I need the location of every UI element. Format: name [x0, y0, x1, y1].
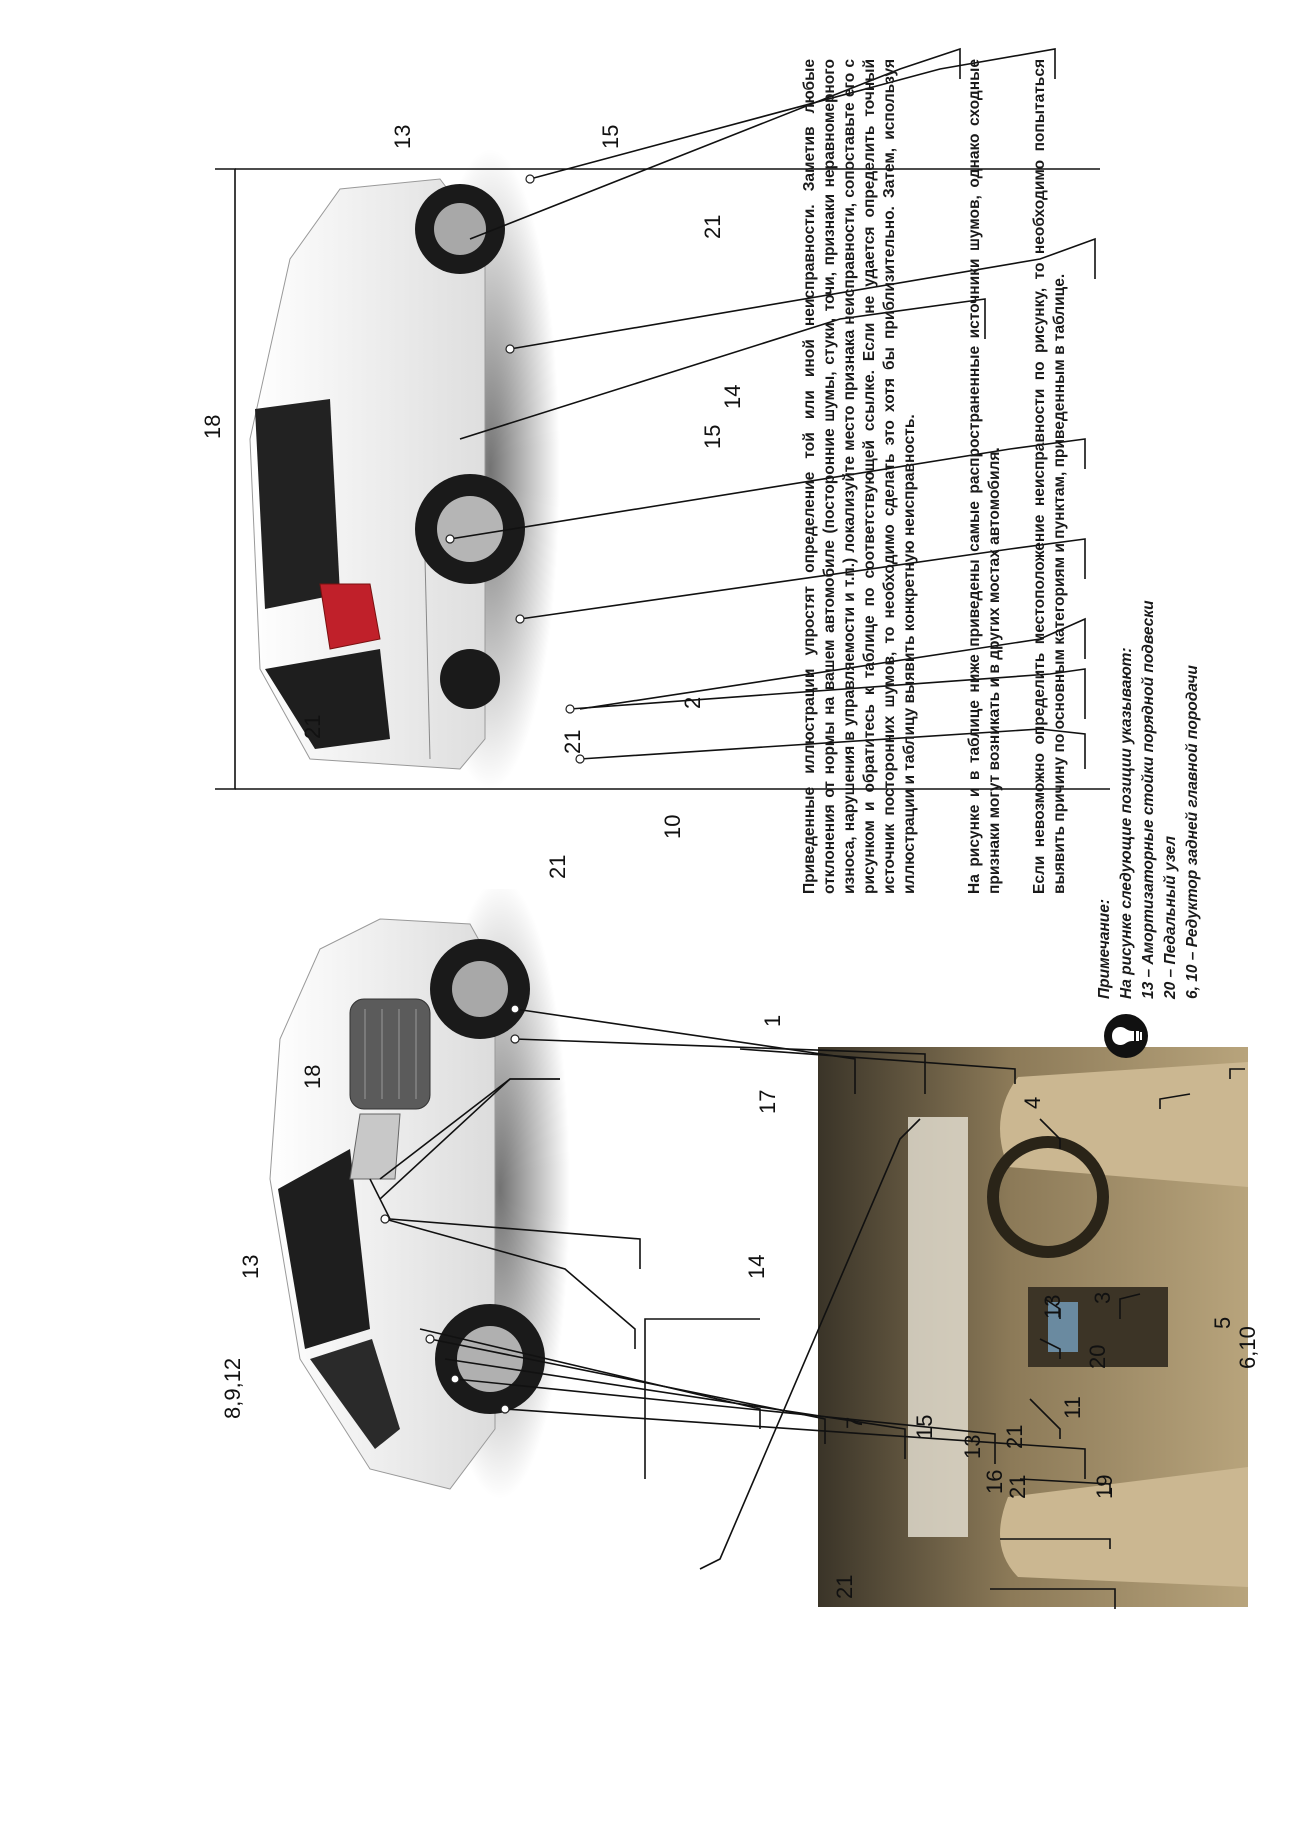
- cabin-label-13: 13: [960, 1434, 985, 1459]
- front-label-8-9-12: 8,9,12: [220, 1357, 245, 1419]
- note-item: 20 – Педальный узел: [1162, 835, 1179, 999]
- front-label-19: 19: [1092, 1474, 1117, 1499]
- front-label-21: 21: [545, 854, 570, 879]
- paragraph-fallback: Если невозможно определить местоположение неисправности по рисунку, то необходимо попытаться выявить причину по основным категориям и пунктам, приведенным в таблице.: [1031, 59, 1068, 894]
- note-block: [1095, 339, 1265, 1059]
- info-lamp-icon: [1103, 1013, 1149, 1059]
- front-label-17: 17: [755, 1089, 780, 1114]
- cabin-label-11: 11: [1060, 1396, 1085, 1419]
- note-title: Примечание:: [1096, 898, 1113, 999]
- front-label-7: 7: [842, 1416, 867, 1429]
- front-label-14: 14: [744, 1254, 769, 1279]
- rear-label-2: 2: [680, 696, 705, 709]
- rear-label-15: 15: [700, 424, 725, 449]
- rear-label-13: 13: [390, 124, 415, 149]
- paragraph-sources: На рисунке и в таблице ниже приведены самые распространенные источники шумов, однако сходные признаки могут возникать и в других мостах автомобиля.: [966, 59, 1003, 894]
- rear-label-21: 21: [300, 714, 325, 739]
- cabin-label-16: 16: [982, 1469, 1007, 1494]
- cabin-callout-lines: [990, 1069, 1245, 1609]
- rear-label-15: 15: [598, 124, 623, 149]
- front-label-18: 18: [300, 1064, 325, 1089]
- cabin-label-3: 3: [1090, 1291, 1115, 1304]
- front-label-13: 13: [238, 1254, 263, 1279]
- paragraph-intro: Приведенные иллюстрации упростят определение той или иной неисправности. Заметив любые отклонения от нормы на вашем автомобиле (посторонние шумы, стуки, точи, признаки неравномерного износа, нарушения в управляемости и т.п.) локализуйте место признака неисправности, сопоставьте его с рисунком и обратитесь к таблице по соответствующей ссылке. Если не удается определить точный источник посторонних шумов, то необходимо сделать это хотя бы приблизительно. Затем, используя иллюстрации и таблицу выявить конкретную неисправность.: [801, 59, 918, 894]
- note-item: 6, 10 – Редуктор задней главной породачи: [1184, 665, 1201, 999]
- cabin-label-6-10: 6,10: [1235, 1326, 1260, 1369]
- cabin-label-20: 20: [1085, 1344, 1110, 1369]
- cabin-label-13: 13: [1040, 1294, 1065, 1319]
- front-callout-lines: [370, 1009, 1085, 1569]
- cabin-label-5: 5: [1210, 1316, 1235, 1329]
- note-intro: На рисунке следующие позиции указывают:: [1118, 647, 1135, 999]
- rear-label-18: 18: [200, 414, 225, 439]
- cabin-label-4: 4: [1020, 1096, 1045, 1109]
- cabin-label-21: 21: [832, 1574, 857, 1599]
- rear-label-21: 21: [560, 729, 585, 754]
- note-item: 13 – Амортизаторные стойки порядной подвески: [1140, 600, 1157, 999]
- front-label-21: 21: [1005, 1474, 1030, 1499]
- front-label-10: 10: [660, 814, 685, 839]
- front-label-21: 21: [1002, 1424, 1027, 1449]
- rear-label-21: 21: [700, 214, 725, 239]
- front-label-1: 1: [760, 1014, 785, 1027]
- rear-label-14: 14: [720, 384, 745, 409]
- front-label-15: 15: [912, 1414, 937, 1439]
